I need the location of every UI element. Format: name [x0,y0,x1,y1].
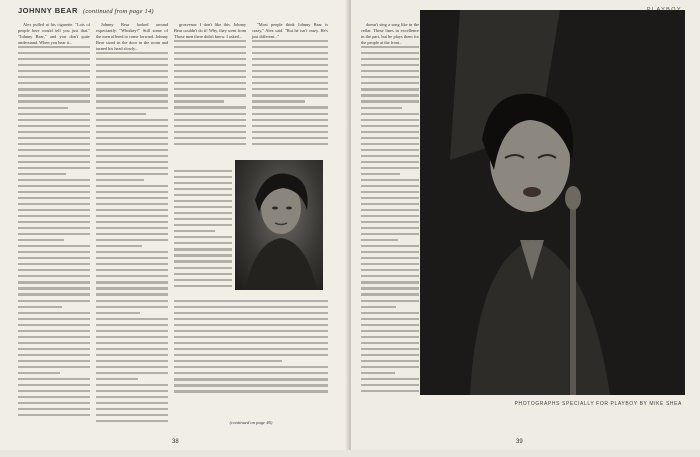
text-line [361,179,419,181]
text-line [18,227,90,229]
text-line [174,40,246,42]
right-column-text: doesn't sing a song like in the cellar. These lines in excellence in the part, but he plays them for the people at the front... [361,22,419,46]
text-line [96,354,168,356]
column-4-text: "Most people think Johnny Bear is crazy," Alex said. "But he isn't crazy. He's just different..." [252,22,328,40]
text-line [361,306,396,308]
text-line [96,149,168,151]
text-line [96,82,168,84]
text-line [174,390,328,392]
text-line [18,191,90,193]
text-line [96,233,168,235]
text-line [96,131,168,133]
text-line [174,384,328,386]
text-line [361,330,419,332]
text-line [361,221,419,223]
text-line [361,324,419,326]
text-line [96,239,168,241]
text-line [18,209,90,211]
right-column-body-lines [361,46,419,418]
text-line [18,70,90,72]
text-line [361,233,419,235]
text-line [18,251,90,253]
text-line [96,348,168,350]
text-line [361,227,419,229]
text-line [252,88,328,90]
text-line [96,396,168,398]
text-line [361,58,419,60]
text-line [361,143,419,145]
text-line [18,119,90,121]
text-column-2 [96,22,168,427]
text-line [174,194,232,196]
text-line [96,414,168,416]
text-line [174,176,232,178]
text-line [361,173,400,175]
text-line [361,94,419,96]
text-line [174,137,246,139]
text-line [174,378,328,380]
text-line [174,267,232,269]
text-line [96,64,168,66]
text-line [252,125,328,127]
text-line [174,206,232,208]
text-line [18,396,90,398]
text-line [96,143,168,145]
woman-singing-photo [420,10,685,395]
woman-portrait-photo [235,160,323,290]
text-line [96,336,168,338]
column-3-text: grosvenor. I don't like this. Johnny Bear couldn't do it! Why, they went from Those men there didn't know. I asked... [174,22,246,40]
text-line [361,384,419,386]
text-line [361,209,419,211]
text-line [96,360,168,362]
article-header [18,6,154,16]
text-line [361,131,419,133]
right-page-number: 39 [516,439,523,445]
text-line [18,360,90,362]
text-line [96,342,168,344]
text-line [18,215,90,217]
text-line [18,185,90,187]
text-line [174,113,246,115]
text-line [361,137,419,139]
text-line [252,113,328,115]
text-line [18,221,90,223]
text-line [174,366,328,368]
text-line [361,215,419,217]
text-line [96,408,168,410]
text-line [96,94,168,96]
text-line [174,348,328,350]
text-line [18,155,90,157]
text-line [96,306,168,308]
text-line [361,167,419,169]
text-line [18,173,66,175]
text-line [174,306,328,308]
text-line [361,119,419,121]
text-column-4 [252,22,328,167]
text-line [18,336,90,338]
text-line [18,113,90,115]
text-line [96,330,168,332]
text-line [96,221,168,223]
text-line [18,137,90,139]
text-line [361,366,419,368]
text-line [361,251,419,253]
text-line [96,293,168,295]
text-line [96,191,168,193]
text-line [361,318,419,320]
text-line [361,82,419,84]
text-line [96,125,168,127]
text-line [361,390,419,392]
text-line [252,137,328,139]
text-line [18,366,90,368]
text-line [96,161,168,163]
text-line [174,248,232,250]
text-line [252,131,328,133]
text-line [361,197,419,199]
text-line [174,236,232,238]
text-line [18,384,90,386]
text-line [361,269,419,271]
text-line [361,161,419,163]
text-line [174,212,232,214]
text-line [361,149,419,151]
text-line [96,390,168,392]
text-line [96,88,168,90]
text-line [96,215,168,217]
text-line [174,360,282,362]
text-line [174,82,246,84]
text-line [174,188,232,190]
text-line [252,64,328,66]
text-line [252,82,328,84]
text-line [18,100,90,102]
text-line [96,420,168,422]
text-line [18,107,68,109]
text-line [174,106,246,108]
text-line [361,113,419,115]
text-line [174,200,232,202]
text-line [96,113,146,115]
text-line [96,100,168,102]
text-line [361,239,398,241]
text-line [18,402,90,404]
text-line [361,46,419,48]
text-line [174,88,246,90]
text-line [252,100,305,102]
bottom-body-lines [174,300,328,420]
text-line [96,257,168,259]
text-line [96,312,140,314]
text-line [361,185,419,187]
text-line [96,378,138,380]
text-line [18,58,90,60]
text-line [96,318,168,320]
text-line [18,149,90,151]
text-line [174,170,232,172]
text-line [174,94,246,96]
text-line [96,402,168,404]
text-line [18,52,90,54]
text-line [18,300,90,302]
text-line [18,263,90,265]
text-column-bottom [174,300,328,425]
text-line [174,300,328,302]
text-line [18,342,90,344]
text-line [18,408,90,410]
text-line [96,76,168,78]
text-line [18,167,90,169]
text-line [252,94,328,96]
text-line [174,285,232,287]
text-line [96,137,168,139]
text-line [18,348,90,350]
text-line [361,70,419,72]
text-line [96,275,168,277]
text-line [361,203,419,205]
column-1-text: Alex pulled at his cigarette. "Lots of people here would tell you just that." "Johnny Bear," and you don't quite understand. When you hear it... [18,22,90,46]
text-line [361,312,419,314]
text-line [18,239,64,241]
text-line [18,318,90,320]
text-line [18,257,90,259]
text-line [18,179,90,181]
text-line [96,281,168,283]
text-line [96,263,168,265]
text-line [96,58,168,60]
text-line [18,324,90,326]
text-line [18,125,90,127]
text-line [174,58,246,60]
text-line [96,167,168,169]
text-line [18,281,90,283]
text-line [18,378,90,380]
text-line [252,52,328,54]
text-line [174,76,246,78]
text-line [361,300,419,302]
text-line [18,76,90,78]
text-line [96,179,144,181]
text-line [174,254,232,256]
portrait-illustration [235,160,323,290]
text-line [96,70,168,72]
text-line [174,318,328,320]
text-line [174,100,224,102]
text-line [96,366,168,368]
text-line [361,245,419,247]
text-line [18,64,90,66]
text-line [174,330,328,332]
text-line [361,100,419,102]
text-line [174,46,246,48]
text-line [96,287,168,289]
text-line [174,230,215,232]
text-line [18,414,90,416]
text-line [361,293,419,295]
text-line [18,269,90,271]
text-line [96,203,168,205]
text-line [361,360,419,362]
text-line [361,107,402,109]
text-line [174,324,328,326]
right-text-column [361,22,419,394]
text-line [96,173,168,175]
text-line [361,281,419,283]
text-line [361,336,419,338]
text-line [18,88,90,90]
text-line [174,143,246,145]
text-line [18,390,90,392]
singer-illustration [420,10,685,395]
text-line [174,279,232,281]
column-2-body-lines [96,52,168,457]
article-title: JOHNNY BEAR [18,6,78,15]
text-line [361,155,419,157]
text-line [174,273,232,275]
text-line [252,143,328,145]
text-line [18,82,90,84]
text-line [18,275,90,277]
text-line [361,257,419,259]
text-line [174,336,328,338]
text-line [96,227,168,229]
text-line [18,287,90,289]
text-line [18,131,90,133]
text-line [18,94,90,96]
continued-on-label: (continued on page 46) [229,420,273,425]
text-line [174,119,246,121]
text-line [361,191,419,193]
left-page [0,0,349,450]
text-line [18,372,60,374]
text-line [361,287,419,289]
text-line [18,203,90,205]
text-column-1 [18,22,90,427]
text-line [96,245,142,247]
text-line [96,155,168,157]
text-line [174,354,328,356]
text-line [174,260,232,262]
text-line [361,263,419,265]
left-page-number: 38 [172,439,179,445]
text-line [18,354,90,356]
text-line [361,348,419,350]
text-line [361,88,419,90]
text-line [252,40,328,42]
continued-from-label: (continued from page 14) [82,8,154,15]
text-line [96,269,168,271]
text-line [96,251,168,253]
text-line [96,209,168,211]
photo-credit: PHOTOGRAPHS SPECIALLY FOR PLAYBOY BY MIKE SHEA [514,401,682,407]
column-2-text: Johnny Bear looked around expectantly. "Whiskey?" Still some of the men offered to come forward. Johnny Bear stood in the door in the room and turned his head slowly... [96,22,168,52]
text-column-3 [174,22,246,167]
text-line [18,161,90,163]
text-line [96,119,168,121]
text-line [18,330,90,332]
text-line [252,76,328,78]
text-line [361,342,419,344]
text-line [252,70,328,72]
text-line [18,233,90,235]
text-line [96,107,168,109]
text-line [18,312,90,314]
text-line [174,52,246,54]
text-line [252,106,328,108]
text-line [252,46,328,48]
text-line [96,324,168,326]
text-line [174,131,246,133]
text-line [18,143,90,145]
text-line [174,312,328,314]
text-line [18,245,90,247]
text-line [252,58,328,60]
text-line [361,275,419,277]
text-line [174,224,232,226]
text-line [361,378,419,380]
text-line [361,354,419,356]
text-line [96,300,168,302]
text-line [18,46,90,48]
text-line [18,197,90,199]
text-line [96,185,168,187]
text-line [174,64,246,66]
text-line [96,372,168,374]
text-line [174,218,232,220]
text-line [361,52,419,54]
text-line [96,52,168,54]
text-line [174,125,246,127]
text-line [96,197,168,199]
text-line [18,306,62,308]
text-line [174,182,232,184]
text-line [361,125,419,127]
text-line [361,76,419,78]
column-1-body-lines [18,46,90,451]
text-line [252,119,328,121]
text-line [174,70,246,72]
text-line [18,293,90,295]
text-line [174,372,328,374]
text-line [361,372,395,374]
text-line [361,64,419,66]
text-line [174,242,232,244]
text-line [96,384,168,386]
text-line [174,342,328,344]
